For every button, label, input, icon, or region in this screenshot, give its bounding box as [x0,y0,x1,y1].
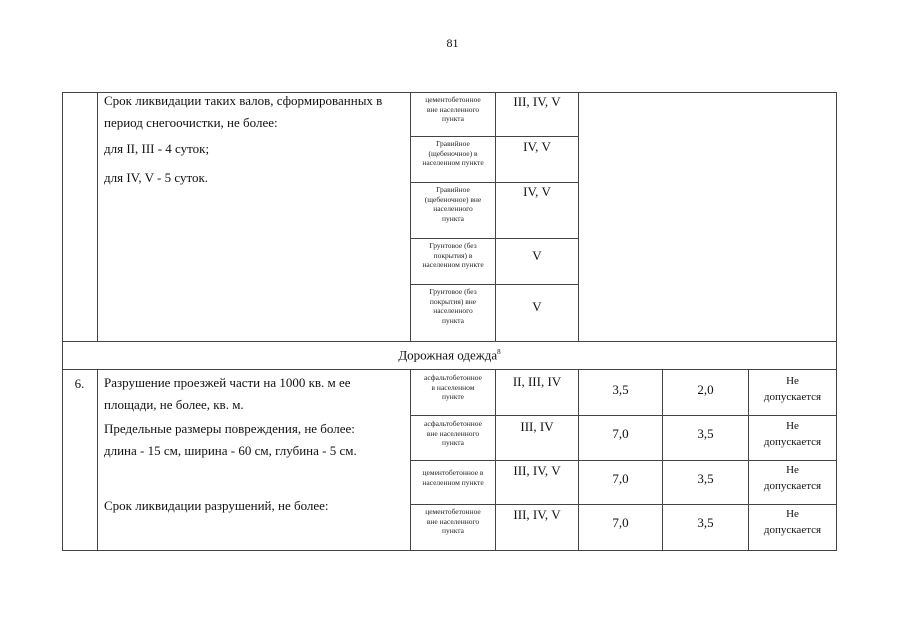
not-allowed-cell: Не допускается [763,420,822,448]
road-class-cell: III, IV, V [513,94,561,109]
value-cell: 7,0 [612,426,629,441]
value-cell: 3,5 [697,471,714,486]
pavement-damage-description [104,372,408,416]
surface-type-cell: цементобетонное вне населенного пункта [425,95,481,123]
value-cell: 3,5 [697,515,714,530]
road-class-cell: V [532,299,542,314]
limits-line: Предельные размеры повреждения, не более: [104,421,355,436]
road-class-cell: IV, V [523,184,551,199]
surface-type-cell: Гравийное (щебеночное) вне населенного пункта [424,185,482,223]
column-divider [410,369,411,551]
road-class-cell: IV, V [523,139,551,154]
row-divider [410,238,578,239]
road-class-cell: II, III, IV [512,374,562,389]
section-header [62,342,837,365]
value-cell: 7,0 [612,471,629,486]
value-cell: 7,0 [612,515,629,530]
road-class-cell: III, IV, V [513,463,561,478]
row-divider [410,504,837,505]
surface-type-cell: цементобетонное вне населенного пункта [425,507,481,535]
table-border-bottom [62,550,837,551]
value-cell: 3,5 [697,426,714,441]
term-class-4-5: для IV, V - 5 суток. [104,170,209,185]
row-divider [410,460,837,461]
surface-type-cell: цементобетонное в населенном пункте [422,468,484,487]
row-divider [410,415,837,416]
value-cell: 2,0 [697,382,714,397]
row-divider [62,369,837,370]
description-line: площади, не более, кв. м. [104,397,244,412]
column-divider [97,369,98,551]
column-divider [495,369,496,551]
not-allowed-cell: Не допускается [763,508,822,536]
damage-limits [104,418,408,462]
column-divider [410,92,411,342]
description-line: период снегоочистки, не более: [104,115,278,130]
column-divider [97,92,98,342]
section-header-text: Дорожная одежда [398,347,498,363]
surface-type-cell: Гравийное (щебеночное) в населенном пункте [422,139,484,167]
description-line: Разрушение проезжей части на 1000 кв. м ее [104,375,351,390]
column-divider [578,92,579,342]
description-line: Срок ликвидации таких валов, сформированных в [104,93,383,108]
row-divider [410,136,578,137]
page-number: 81 [446,36,459,50]
road-class-cell: V [532,248,542,263]
surface-type-cell: Грунтовое (без покрытия) в населенном пункте [422,241,484,269]
road-class-cell: III, IV [520,419,554,434]
snow-bank-description [104,90,408,134]
road-class-cell: III, IV, V [513,507,561,522]
row-divider [410,182,578,183]
not-allowed-cell: Не допускается [763,464,822,492]
item-number: 6. [74,376,85,391]
row-divider [410,284,578,285]
footnote-mark: 8 [497,348,501,356]
surface-type-cell: асфальтобетонное вне населенного пункта [424,419,482,447]
term-class-2-3: для II, III - 4 суток; [104,141,210,156]
value-cell: 3,5 [612,382,629,397]
repair-term: Срок ликвидации разрушений, не более: [104,498,329,513]
surface-type-cell: асфальтобетонное в населенном пункте [424,373,482,401]
table-border-right [836,92,837,551]
table-border-left [62,92,63,551]
surface-type-cell: Грунтовое (без покрытия) вне населенного пункта [429,287,477,325]
not-allowed-cell: Не допускается [763,375,822,403]
limits-line: длина - 15 см, ширина - 60 см, глубина - 5 см. [104,443,357,458]
